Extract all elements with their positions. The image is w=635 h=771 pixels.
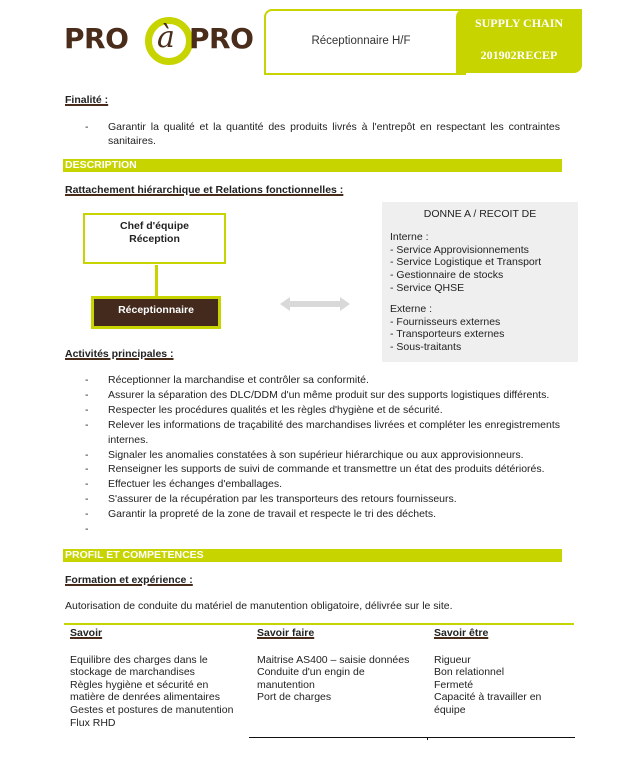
activity-text: Assurer la séparation des DLC/DDM d'un même produit sur des supports logistiques différents. — [108, 388, 550, 401]
relations-external-item: - Sous-traitants — [390, 341, 462, 354]
relations-internal-item: - Service QHSE — [390, 281, 465, 294]
bullet-dash: - — [85, 121, 89, 133]
activities-heading: Activités principales : — [65, 348, 174, 360]
column-heading-savoir-faire: Savoir faire — [257, 627, 315, 639]
finalite-item-text: Garantir la qualité et la quantité des produits livrés à l'entrepôt en respectant les contraintes sanitaires. — [108, 121, 560, 147]
activity-item — [65, 492, 560, 507]
column-savoir-etre — [434, 627, 574, 717]
activity-item — [65, 462, 560, 477]
activity-item — [65, 448, 560, 463]
formation-heading: Formation et expérience : — [65, 574, 193, 586]
bullet-dash: - — [85, 478, 89, 491]
activity-item — [65, 418, 560, 448]
savoir-faire-line: Maitrise AS400 – saisie données — [257, 653, 410, 666]
relations-external-label: Externe : — [390, 302, 433, 315]
activity-text: S'assurer de la récupération par les transporteurs des retours fournisseurs. — [108, 493, 457, 506]
savoir-line: Règles hygiène et sécurité en — [70, 678, 209, 691]
bullet-dash: - — [85, 493, 89, 506]
formation-text: Autorisation de conduite du matériel de manutention obligatoire, délivrée sur le site. — [65, 600, 453, 612]
competences-table-border — [64, 623, 574, 625]
double-arrow-icon — [280, 297, 350, 311]
relations-internal-label: Interne : — [390, 230, 429, 243]
org-manager-line2: Réception — [129, 233, 180, 245]
finalite-list — [65, 121, 560, 148]
relations-internal-group — [390, 231, 570, 295]
column-savoir-faire — [257, 627, 427, 704]
logo-text-left: PRO — [64, 22, 129, 55]
savoir-etre-line: Rigueur — [434, 653, 471, 666]
finalite-item — [65, 121, 560, 148]
activity-text: Réceptionner la marchandise et contrôler sa conformité. — [108, 374, 369, 386]
activity-text: Relever les informations de traçabilité des marchandises livrées et compléter les enregistrements internes. — [108, 418, 560, 446]
activity-text: Renseigner les supports de suivi de commande et transmettre un état des produits détériorés. — [108, 463, 545, 476]
savoir-line: stockage de marchandises — [70, 666, 195, 679]
finalite-heading: Finalité : — [65, 94, 109, 106]
job-tag-box — [456, 9, 582, 73]
logo-text-right: PRO — [189, 22, 254, 55]
savoir-etre-line: Bon relationnel — [434, 666, 505, 679]
column-savoir — [70, 627, 250, 729]
relations-title: DONNE A / RECOIT DE — [423, 208, 537, 220]
savoir-etre-line: équipe — [434, 703, 466, 716]
section-band-profil: PROFIL ET COMPETENCES — [63, 549, 562, 562]
activity-item — [65, 477, 560, 492]
bullet-dash: - — [85, 403, 89, 416]
column-heading-savoir: Savoir — [70, 627, 103, 639]
rattachement-heading: Rattachement hiérarchique et Relations fonctionnelles : — [65, 184, 344, 196]
relations-internal-item: - Gestionnaire de stocks — [390, 269, 504, 282]
table-bottom-rule — [249, 737, 575, 738]
savoir-etre-line: Capacité à travailler en — [434, 691, 542, 704]
activity-text: Garantir la propreté de la zone de travail et respecte le tri des déchets. — [108, 508, 437, 521]
activity-item — [65, 507, 560, 522]
org-manager-line1: Chef d'équipe — [120, 220, 189, 232]
bullet-dash: - — [85, 388, 89, 401]
activity-text: Respecter les procédures qualités et les règles d'hygiène et de sécurité. — [108, 403, 443, 416]
savoir-faire-line: Conduite d'un engin de — [257, 666, 365, 679]
activities-list — [65, 373, 560, 537]
savoir-line: Flux RHD — [70, 716, 116, 729]
table-column-tick — [427, 737, 428, 740]
relations-external-item: - Fournisseurs externes — [390, 315, 501, 328]
activity-text: Signaler les anomalies constatées à son supérieur hiérarchique ou aux approvisionneurs. — [108, 448, 524, 461]
company-logo — [64, 14, 254, 64]
savoir-line: Gestes et postures de manutention — [70, 703, 234, 716]
relations-internal-item: - Service Approvisionnements — [390, 243, 529, 256]
bullet-dash: - — [85, 374, 89, 386]
savoir-faire-line: Port de charges — [257, 691, 332, 704]
bullet-dash: - — [85, 448, 89, 461]
savoir-faire-line: manutention — [257, 678, 315, 691]
bullet-dash: - — [85, 523, 89, 536]
activity-item — [65, 522, 560, 537]
org-connector-line — [155, 265, 158, 297]
activity-item — [65, 388, 560, 403]
bullet-dash: - — [85, 463, 89, 476]
savoir-line: matière de denrées alimentaires — [70, 691, 220, 704]
department-label: SUPPLY CHAIN — [474, 16, 564, 30]
reference-code: 201902RECEP — [480, 48, 558, 62]
relations-panel — [382, 202, 578, 362]
job-title: Réceptionnaire H/F — [311, 35, 411, 47]
activity-item — [65, 373, 560, 388]
org-manager-box — [83, 213, 226, 264]
logo-text-middle: à — [157, 20, 175, 55]
savoir-line: Equilibre des charges dans le — [70, 653, 208, 666]
org-position-box: Réceptionnaire — [91, 296, 221, 329]
bullet-dash: - — [85, 418, 89, 431]
relations-external-group — [390, 303, 570, 354]
section-band-description: DESCRIPTION — [63, 159, 562, 172]
job-title-box — [264, 9, 466, 75]
relations-external-item: - Transporteurs externes — [390, 328, 505, 341]
bullet-dash: - — [85, 508, 89, 521]
activity-item — [65, 403, 560, 418]
savoir-etre-line: Fermeté — [434, 678, 474, 691]
relations-internal-item: - Service Logistique et Transport — [390, 256, 542, 269]
activity-text: Effectuer les échanges d'emballages. — [108, 478, 283, 491]
column-heading-savoir-etre: Savoir être — [434, 627, 489, 639]
